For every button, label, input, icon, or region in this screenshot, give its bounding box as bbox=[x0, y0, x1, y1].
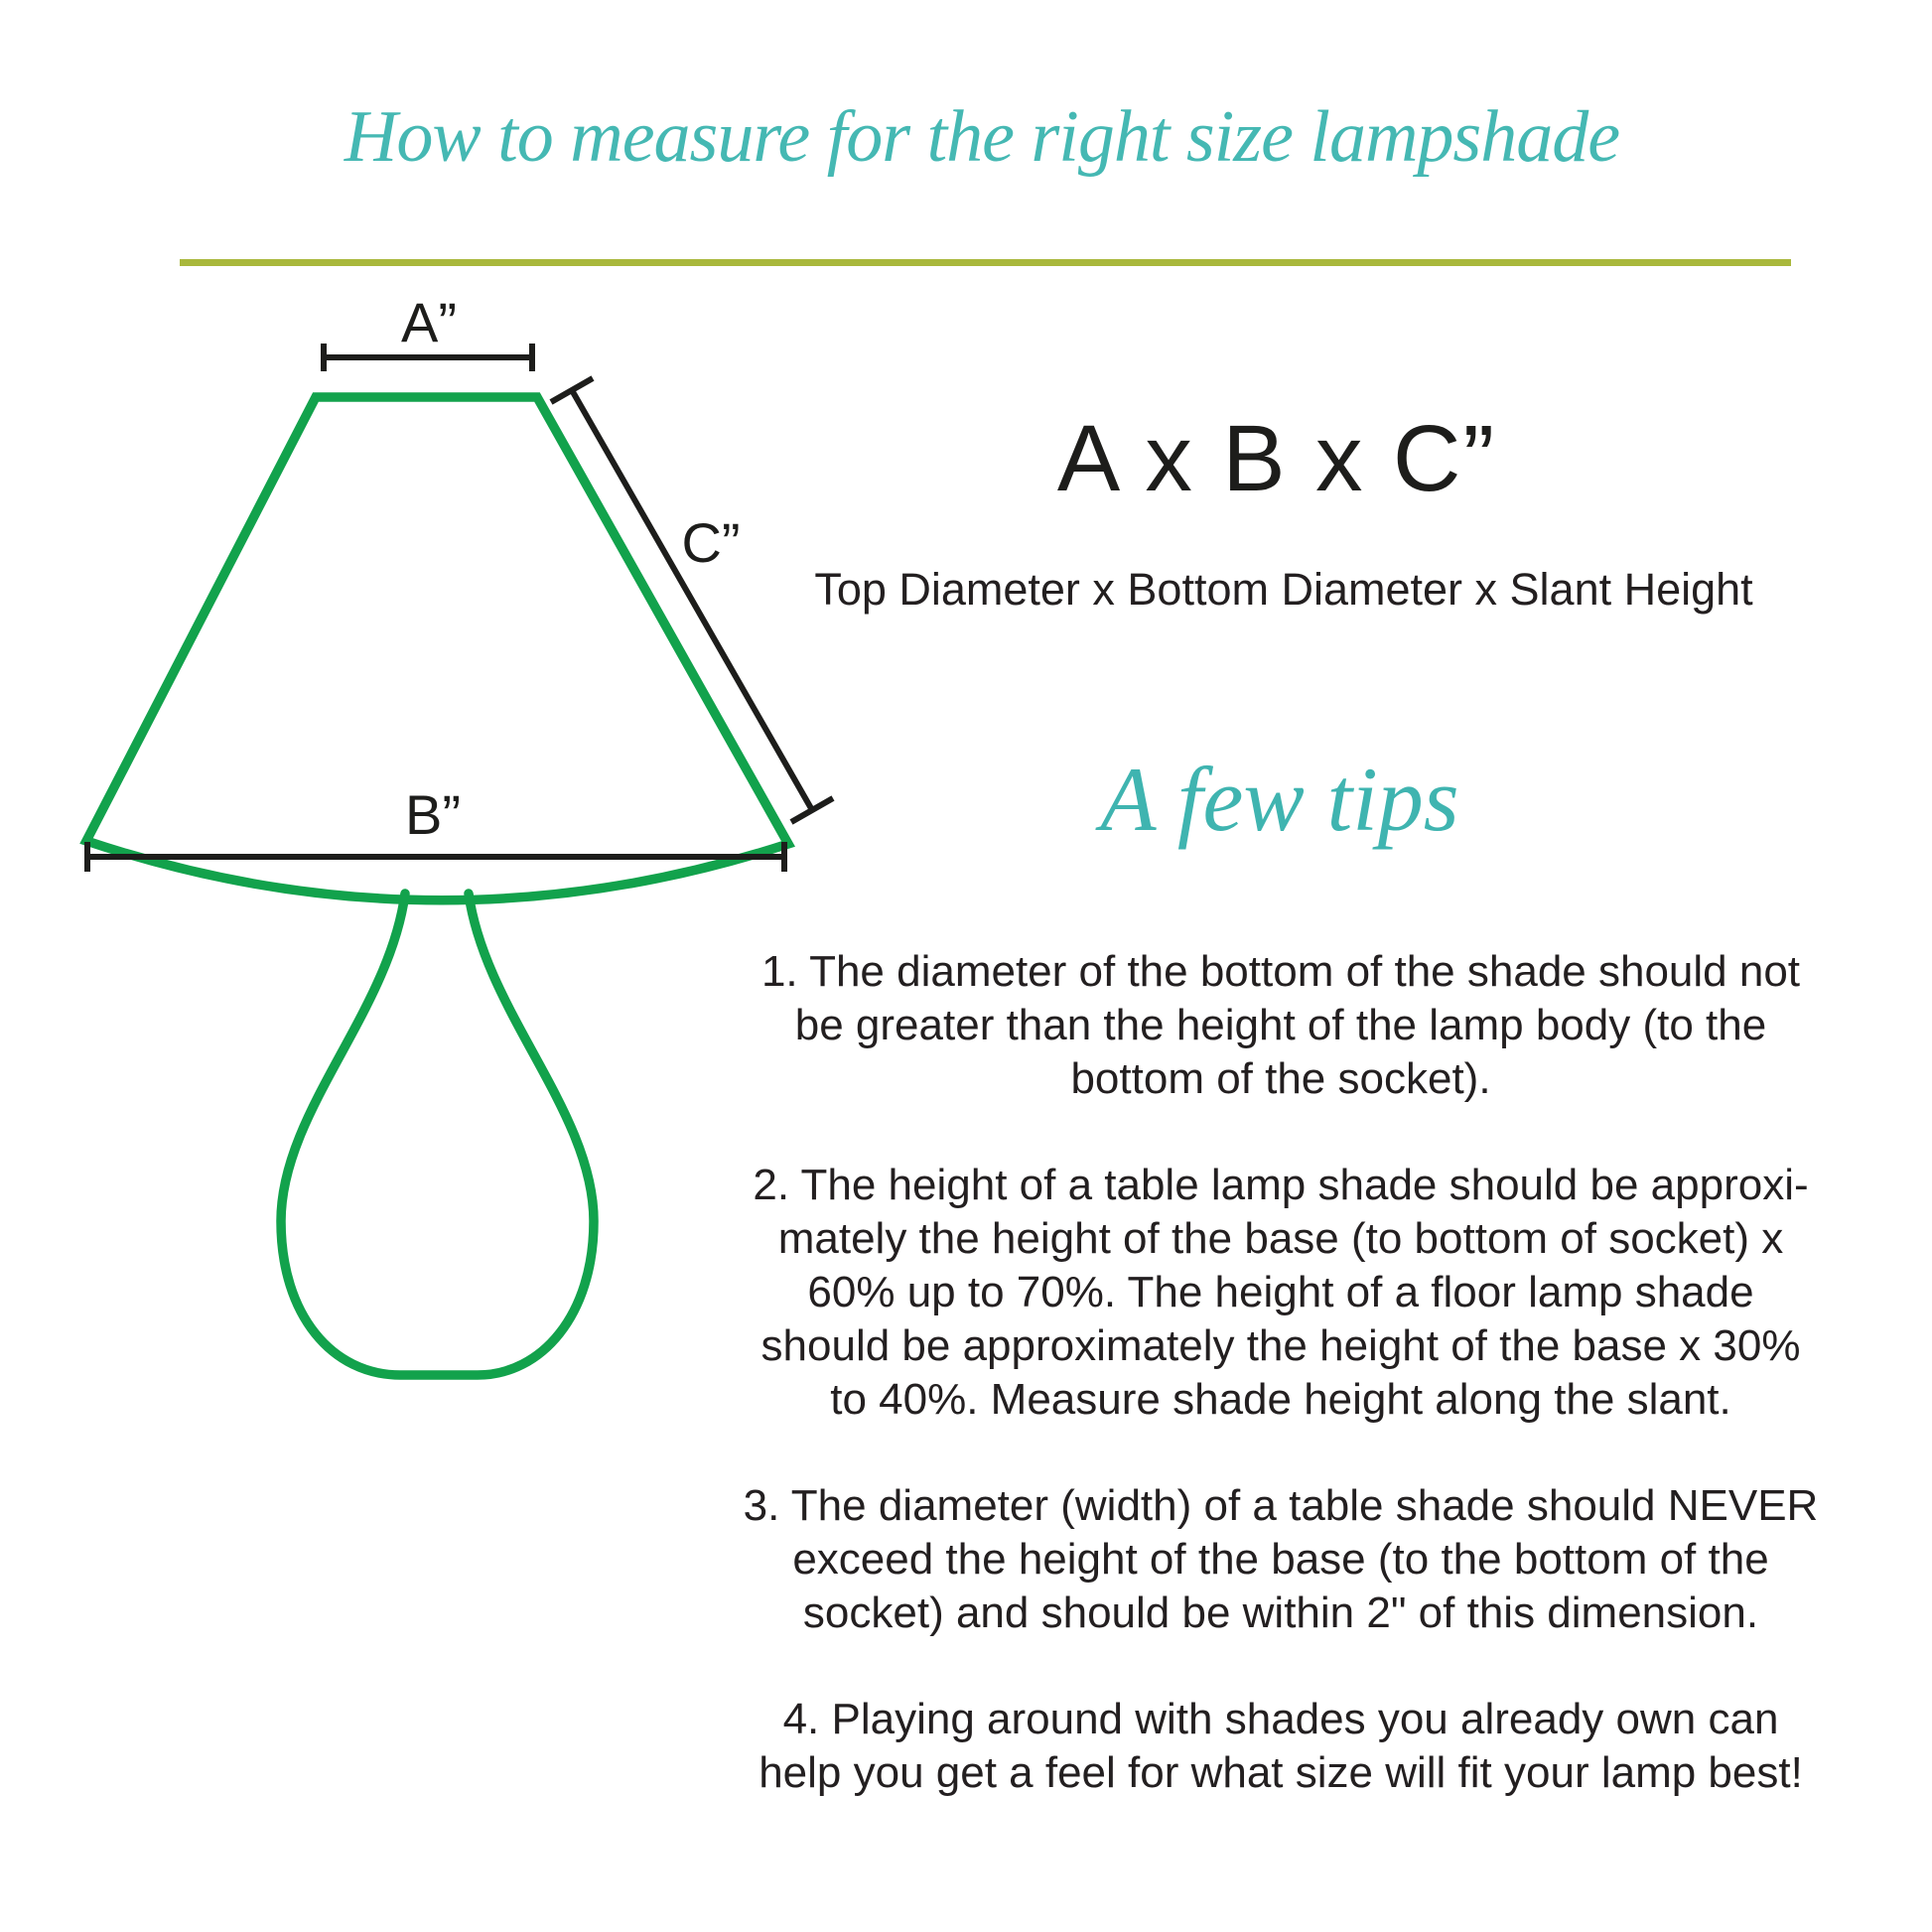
tip-line: help you get a feel for what size will fit your lamp best! bbox=[759, 1748, 1803, 1797]
size-formula-legend: Top Diameter x Bottom Diameter x Slant Height bbox=[814, 564, 1753, 615]
tip-line: exceed the height of the base (to the bottom of the bbox=[792, 1535, 1769, 1584]
tip-item-4 bbox=[616, 1693, 1932, 1800]
label-slant-height: C” bbox=[681, 511, 741, 574]
tip-line: be greater than the height of the lamp body (to the bbox=[794, 1001, 1767, 1049]
tip-line: should be approximately the height of the base x 30% bbox=[760, 1321, 1801, 1370]
tip-line: socket) and should be within 2" of this dimension. bbox=[802, 1588, 1759, 1637]
tips-list bbox=[616, 945, 1932, 1800]
tip-line: 2. The height of a table lamp shade should be approxi- bbox=[753, 1161, 1809, 1209]
size-formula: A x B x C” bbox=[1056, 406, 1497, 511]
lamp-base-outline bbox=[281, 894, 594, 1375]
tip-line: mately the height of the base (to bottom of socket) x bbox=[777, 1214, 1784, 1263]
page-title: How to measure for the right size lampshade bbox=[344, 96, 1620, 178]
tip-line: bottom of the socket). bbox=[1070, 1054, 1491, 1103]
label-bottom-diameter: B” bbox=[405, 783, 461, 846]
tip-line: 3. The diameter (width) of a table shade should NEVER bbox=[743, 1481, 1819, 1530]
tip-line: to 40%. Measure shade height along the slant. bbox=[830, 1375, 1731, 1424]
tip-line: 60% up to 70%. The height of a floor lamp shade bbox=[807, 1268, 1754, 1316]
tip-item-2 bbox=[616, 1159, 1932, 1427]
label-top-diameter: A” bbox=[401, 291, 457, 353]
tip-line: 4. Playing around with shades you already own can bbox=[782, 1695, 1779, 1743]
tip-item-3 bbox=[616, 1479, 1932, 1640]
tip-item-1 bbox=[616, 945, 1932, 1106]
tips-heading: A few tips bbox=[1100, 749, 1459, 850]
title-underline bbox=[180, 259, 1791, 266]
tip-line: 1. The diameter of the bottom of the shade should not bbox=[760, 947, 1801, 996]
